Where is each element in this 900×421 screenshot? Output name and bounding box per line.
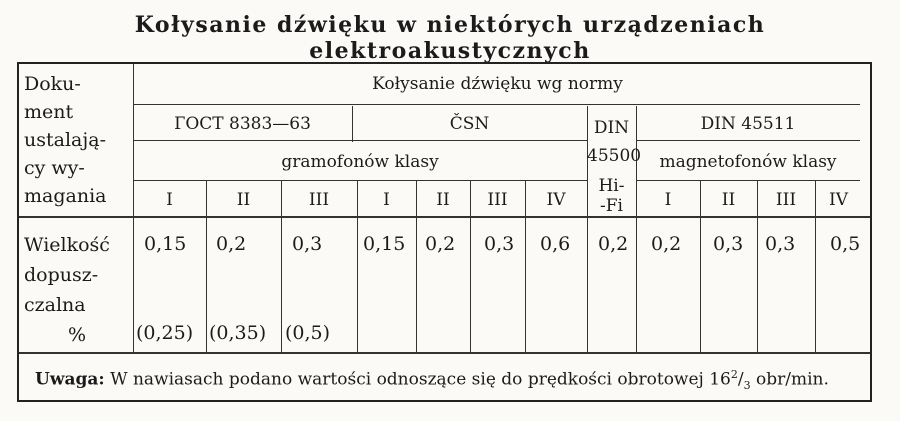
class-label: III xyxy=(487,190,508,210)
class-label: III xyxy=(308,190,330,210)
row-label-line: % xyxy=(68,324,87,346)
footnote-slash: / xyxy=(737,369,744,390)
table-frame xyxy=(17,62,872,402)
doc-col-line: ustalają- xyxy=(24,129,106,151)
hifi-line: -Fi xyxy=(600,196,623,216)
value-cell: 0,2 xyxy=(425,233,456,255)
class-label: II xyxy=(436,190,450,210)
value-cell: 0,3 xyxy=(292,233,323,255)
footnote xyxy=(35,368,829,392)
footnote-text: W nawiasach podano wartości odnoszące się do prędkości obrotowej 16 xyxy=(110,369,731,390)
page-title: Kołysanie dźwięku w niektórych urządzeniach elektroakustycznych xyxy=(134,12,766,64)
divider xyxy=(133,140,587,141)
din-a-header xyxy=(587,114,642,170)
value-cell: 0,5 xyxy=(830,233,861,255)
value-cell: 0,2 xyxy=(651,233,682,255)
divider xyxy=(19,216,870,218)
doc-col-line: ment xyxy=(24,101,74,123)
gost-header: ГОСТ 8383—63 xyxy=(174,114,311,134)
divider xyxy=(636,180,860,181)
value-cell: 0,3 xyxy=(484,233,515,255)
secondary-value-cell: (0,5) xyxy=(285,322,331,344)
class-label: I xyxy=(166,190,173,210)
din-a-line: DIN xyxy=(593,118,630,138)
footnote-sub: 3 xyxy=(743,379,751,393)
gramofon-class-header: gramofonów klasy xyxy=(281,152,439,172)
value-cell: 0,3 xyxy=(765,233,796,255)
value-cell: 0,2 xyxy=(598,233,629,255)
footnote-unit: obr/min. xyxy=(750,369,829,390)
class-label: III xyxy=(775,190,797,210)
hifi-line: Hi- xyxy=(598,176,625,196)
row-label-line: dopusz- xyxy=(24,264,99,286)
din-a-line: 45500 xyxy=(587,146,642,166)
class-label: II xyxy=(236,190,251,210)
norm-span-header: Kołysanie dźwięku wg normy xyxy=(372,74,623,94)
divider xyxy=(133,104,860,105)
value-cell: 0,2 xyxy=(216,233,247,255)
value-cell: 0,15 xyxy=(363,233,406,255)
doc-col-line: magania xyxy=(24,185,107,207)
value-cell: 0,6 xyxy=(540,233,571,255)
row-label xyxy=(24,230,110,350)
class-label: IV xyxy=(546,190,566,210)
secondary-value-cell: (0,35) xyxy=(209,322,267,344)
doc-col-line: cy wy- xyxy=(24,157,85,179)
row-label-line: Wielkość xyxy=(24,234,110,256)
secondary-value-cell: (0,25) xyxy=(136,322,194,344)
doc-col-line: Doku- xyxy=(24,73,81,95)
class-label: IV xyxy=(829,190,848,210)
class-label: I xyxy=(383,190,390,210)
din-b-header: DIN 45511 xyxy=(700,114,796,134)
divider xyxy=(636,106,637,352)
value-cell: 0,15 xyxy=(144,233,187,255)
footnote-sup: 2 xyxy=(730,368,738,381)
class-label: I xyxy=(664,190,672,210)
magnetofon-class-header: magnetofonów klasy xyxy=(659,152,837,172)
hifi-label xyxy=(587,176,636,216)
divider xyxy=(636,140,860,141)
class-label: II xyxy=(721,190,736,210)
value-cell: 0,3 xyxy=(713,233,744,255)
doc-col-header xyxy=(24,70,106,210)
divider xyxy=(19,352,870,354)
row-label-line: czalna xyxy=(24,294,86,316)
footnote-label: Uwaga: xyxy=(35,369,105,390)
divider xyxy=(133,180,587,181)
csn-header: ČSN xyxy=(449,114,490,134)
